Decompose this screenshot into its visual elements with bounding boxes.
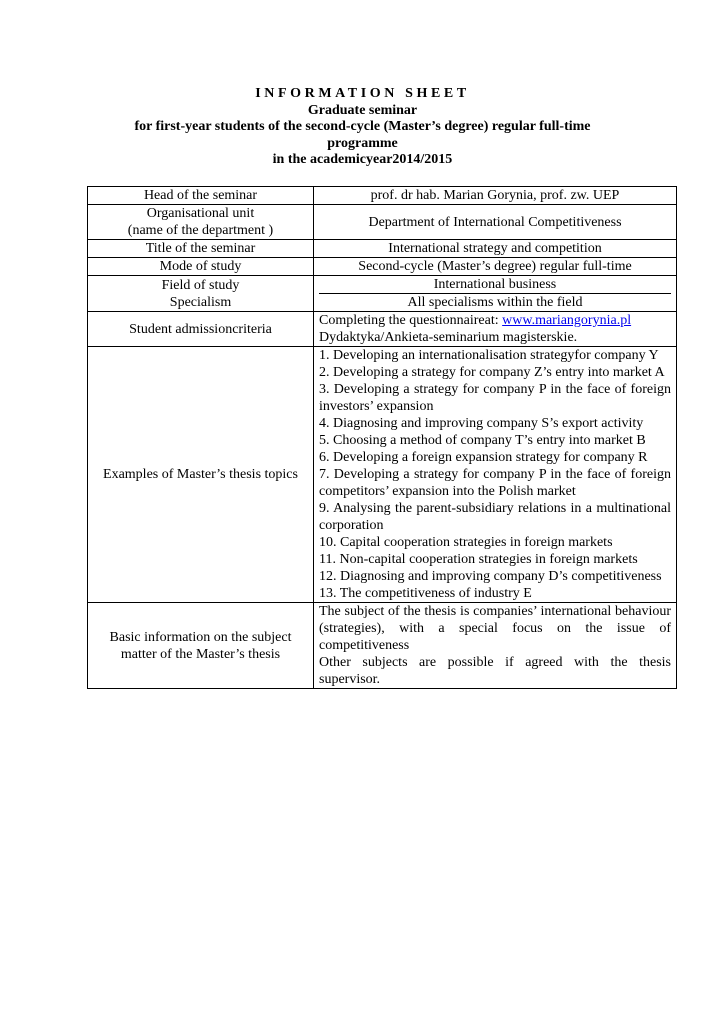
document-header [0, 86, 725, 169]
label-title-of-seminar: Title of the seminar [88, 240, 314, 258]
header-line-2: for first-year students of the second-cycle (Master’s degree) regular full-time [134, 119, 591, 134]
row-mode-of-study [88, 258, 677, 276]
value-thesis-topics [314, 347, 677, 603]
header-line-1: Graduate seminar [307, 102, 418, 118]
label-thesis-topics: Examples of Master’s thesis topics [88, 347, 314, 603]
value-field-of-study: International business [433, 277, 557, 292]
topic-item: 11. Non-capital cooperation strategies in foreign markets [319, 552, 638, 567]
topic-item: 12. Diagnosing and improving company D’s competitiveness [319, 569, 662, 584]
label-mode-of-study: Mode of study [88, 258, 314, 276]
questionnaire-link[interactable]: www.mariangorynia.pl [502, 313, 632, 328]
topic-item: 6. Developing a foreign expansion strategy for company R [319, 450, 648, 465]
row-organisational-unit [88, 205, 677, 240]
label-field-and-specialism [88, 276, 314, 312]
info-table [87, 186, 677, 689]
value-mode-of-study: Second-cycle (Master’s degree) regular full-time [314, 258, 677, 276]
value-organisational-unit: Department of International Competitiveness [314, 205, 677, 240]
value-basic-information [314, 603, 677, 689]
label-field-of-study: Field of study [161, 277, 240, 293]
topic-item: 9. Analysing the parent-subsidiary relations in a multinational corporation [319, 501, 671, 533]
row-admission-criteria [88, 312, 677, 347]
row-title-of-seminar [88, 240, 677, 258]
row-basic-information [88, 603, 677, 689]
value-head-of-seminar: prof. dr hab. Marian Gorynia, prof. zw. UEP [314, 187, 677, 205]
label-organisational-unit-line1: Organisational unit [146, 206, 255, 221]
label-organisational-unit [88, 205, 314, 240]
header-line-4: in the academicyear2014/2015 [272, 152, 453, 167]
admission-text: Completing the questionnaireat: [319, 313, 503, 328]
label-admission-criteria: Student admissioncriteria [88, 312, 314, 347]
header-line-3: programme [327, 135, 398, 151]
topic-item: 4. Diagnosing and improving company S’s export activity [319, 416, 644, 431]
topic-item: 2. Developing a strategy for company Z’s entry into market A [319, 365, 665, 380]
label-basic-information: Basic information on the subject matter of the Master’s thesis [88, 603, 314, 689]
topic-item: 3. Developing a strategy for company P in the face of foreign investors’ expansion [319, 382, 671, 414]
sheet-title: INFORMATION SHEET [255, 86, 470, 101]
row-thesis-topics [88, 347, 677, 603]
label-specialism: Specialism [169, 294, 232, 310]
topic-item: 7. Developing a strategy for company P in the face of foreign competitors’ expansion into the Polish market [319, 467, 671, 499]
value-admission-criteria [314, 312, 677, 347]
label-head-of-seminar: Head of the seminar [88, 187, 314, 205]
topic-item: 10. Capital cooperation strategies in foreign markets [319, 535, 613, 550]
basic-info-paragraph-1: The subject of the thesis is companies’ international behaviour (strategies), with a special focus on the issue of competitiveness [319, 604, 671, 653]
value-title-of-seminar: International strategy and competition [314, 240, 677, 258]
topic-item: 13. The competitiveness of industry E [319, 586, 532, 601]
value-specialism: All specialisms within the field [319, 293, 671, 311]
row-field-and-specialism [88, 276, 677, 312]
basic-info-paragraph-2: Other subjects are possible if agreed with the thesis supervisor. [319, 655, 671, 687]
label-organisational-unit-line2: (name of the department ) [127, 223, 274, 238]
row-head-of-seminar [88, 187, 677, 205]
topic-item: 1. Developing an internationalisation strategyfor company Y [319, 348, 659, 363]
admission-path: Dydaktyka/Ankieta-seminarium magisterskie. [319, 330, 578, 345]
topic-item: 5. Choosing a method of company T’s entry into market B [319, 433, 646, 448]
value-field-and-specialism [314, 276, 677, 312]
